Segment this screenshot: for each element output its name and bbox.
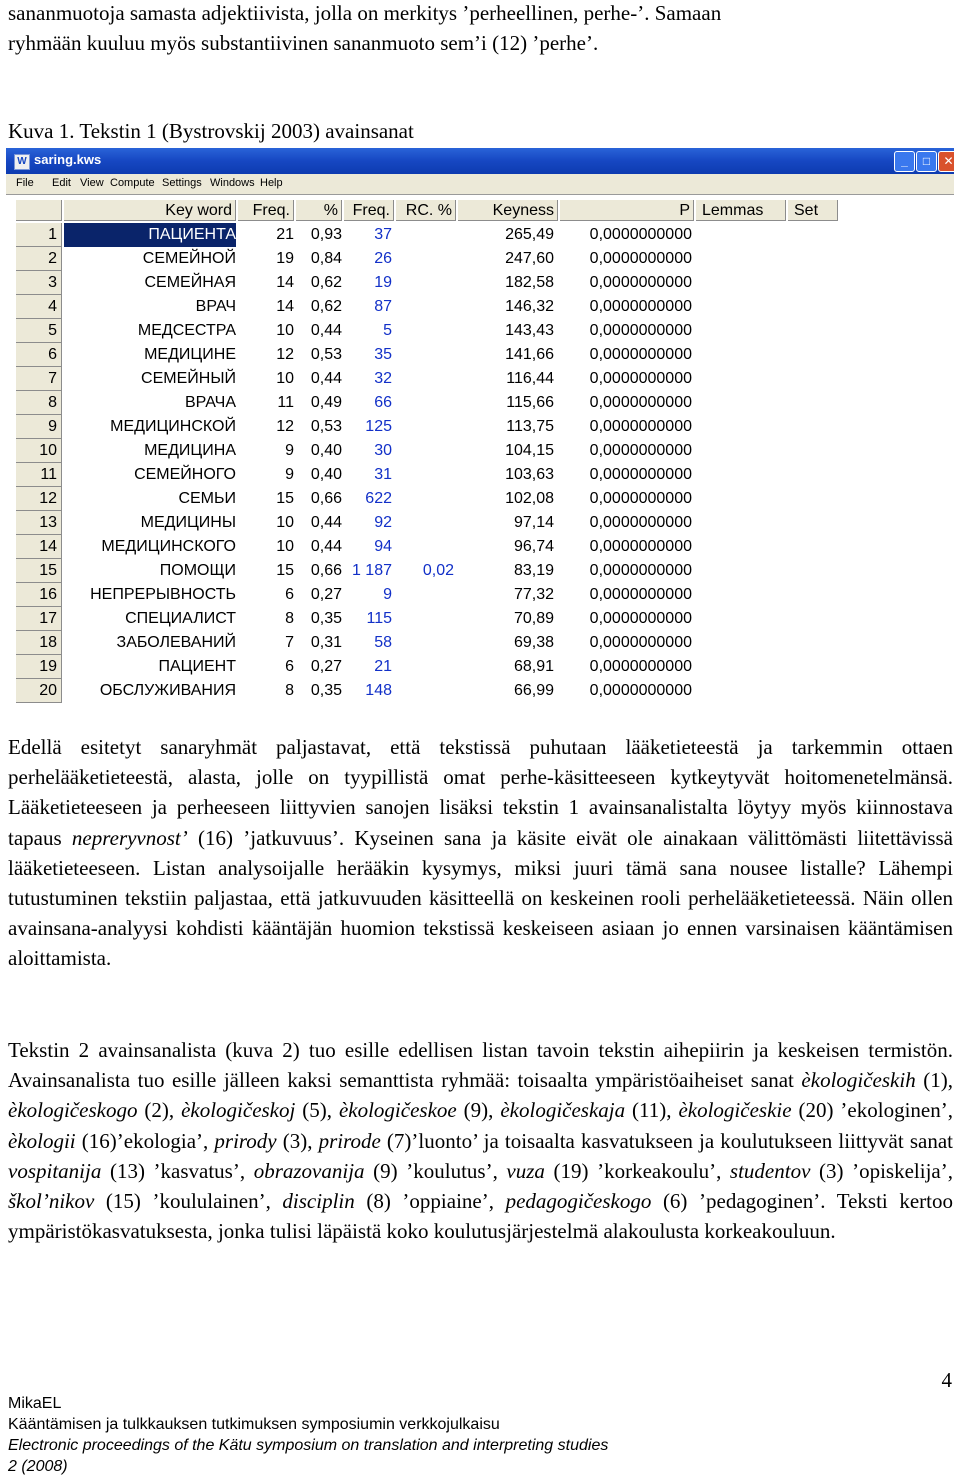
table-cell: 31 bbox=[374, 466, 392, 483]
column-header[interactable]: Freq. bbox=[238, 200, 294, 221]
text-run: Edellä esitetyt sanaryhmät paljastavat, että tekstissä puhutaan lääketieteestä ja tarkemmin ottaen perhelääketieteestä, alasta, jolle on tyypillistä omat perhe-käsitteeseen kytkeytyvät hoitomenetelmänsä. Lääketieteeseen ja perheeseen liittyvien sanojen lisäksi tekstin 1 avainsanalistalta löytyy myös kiinnostava tapaus bbox=[8, 735, 953, 850]
keyword-grid bbox=[6, 194, 954, 703]
table-cell: 115,66 bbox=[506, 394, 554, 411]
menu-item-help[interactable]: Help bbox=[260, 177, 283, 189]
italic-term: èkologii bbox=[8, 1128, 76, 1153]
figure-caption: Kuva 1. Tekstin 1 (Bystrovskij 2003) avainsanat bbox=[8, 119, 414, 143]
table-cell: 0,27 bbox=[310, 658, 342, 675]
table-cell: 0,31 bbox=[310, 634, 342, 651]
table-cell: 0,0000000000 bbox=[589, 538, 692, 555]
maximize-button[interactable]: □ bbox=[916, 151, 937, 172]
table-cell: 102,08 bbox=[505, 490, 554, 507]
footer-line-2-text: Electronic proceedings of the Kätu symposium on translation and interpreting studies bbox=[8, 1437, 609, 1454]
table-cell: 0,02 bbox=[422, 562, 454, 579]
table-cell: 146,32 bbox=[505, 298, 554, 315]
text-run: (5), bbox=[295, 1098, 339, 1123]
table-cell: 0,0000000000 bbox=[589, 250, 692, 267]
table-cell: 15 bbox=[276, 490, 294, 507]
row-number: 1 bbox=[16, 223, 62, 247]
table-cell: 148 bbox=[365, 682, 392, 699]
menu-item-compute[interactable]: Compute bbox=[110, 177, 155, 189]
table-cell: 0,62 bbox=[310, 298, 342, 315]
paragraph-2 bbox=[8, 1035, 953, 1246]
text-run: (3), bbox=[276, 1128, 319, 1153]
keyword-cell[interactable]: МЕДИЦИНЫ bbox=[140, 514, 236, 531]
table-cell: 103,63 bbox=[505, 466, 554, 483]
text-run: (8) ’oppiaine’, bbox=[354, 1189, 506, 1214]
italic-term: pedagogičeskogo bbox=[505, 1189, 652, 1214]
keyword-cell[interactable]: СЕМЕЙНОЙ bbox=[142, 250, 236, 267]
row-number: 16 bbox=[16, 583, 62, 607]
table-cell: 66,99 bbox=[513, 682, 554, 699]
italic-term: èkologičeskaja bbox=[500, 1098, 626, 1123]
table-cell: 0,40 bbox=[310, 466, 342, 483]
keyword-cell[interactable]: МЕДИЦИНСКОЙ bbox=[110, 418, 236, 435]
column-header[interactable]: RC. % bbox=[396, 200, 456, 221]
text-run: (9) ’koulutus’, bbox=[364, 1158, 507, 1183]
keyword-cell[interactable]: МЕДСЕСТРА bbox=[137, 322, 236, 339]
table-cell: 7 bbox=[285, 634, 294, 651]
italic-term: nepreryvnost’ bbox=[71, 825, 188, 850]
row-number: 6 bbox=[16, 343, 62, 367]
footer-line-1: Kääntämisen ja tulkkauksen tutkimuksen symposiumin verkkojulkaisu bbox=[8, 1416, 500, 1433]
keyword-cell[interactable]: ВРАЧ bbox=[195, 298, 236, 315]
table-cell: 14 bbox=[276, 298, 294, 315]
text-run: Tekstin 2 avainsanalista (kuva 2) tuo esille edellisen listan tavoin tekstin aihepiirin ja keskeisen termistön. Avainsanalista tuo esille jälleen kaksi semanttista ryhmää: toisaalta ympäristöaiheiset sanat bbox=[8, 1038, 953, 1093]
italic-term: èkologičeskoj bbox=[181, 1098, 296, 1123]
table-cell: 12 bbox=[276, 418, 294, 435]
row-number: 15 bbox=[16, 559, 62, 583]
table-cell: 0,62 bbox=[310, 274, 342, 291]
window-titlebar[interactable] bbox=[6, 148, 954, 174]
table-cell: 0,84 bbox=[310, 250, 342, 267]
row-number: 17 bbox=[16, 607, 62, 631]
table-cell: 0,0000000000 bbox=[589, 610, 692, 627]
italic-term: disciplin bbox=[282, 1189, 355, 1214]
table-cell: 37 bbox=[374, 226, 392, 243]
table-cell bbox=[394, 271, 454, 295]
table-cell bbox=[394, 487, 454, 511]
text-line: ryhmään kuuluu myös substantiivinen sananmuoto sem’i (12) ’perhe’. bbox=[8, 31, 599, 56]
table-cell: 0,44 bbox=[310, 514, 342, 531]
italic-term: obrazovanija bbox=[253, 1158, 365, 1183]
table-cell: 97,14 bbox=[513, 514, 554, 531]
row-number: 7 bbox=[16, 367, 62, 391]
table-cell bbox=[394, 631, 454, 655]
table-cell: 0,0000000000 bbox=[589, 346, 692, 363]
table-cell: 143,43 bbox=[505, 322, 554, 339]
menu-item-windows[interactable]: Windows bbox=[210, 177, 255, 189]
table-cell bbox=[394, 583, 454, 607]
table-cell: 58 bbox=[374, 634, 392, 651]
table-cell: 8 bbox=[285, 610, 294, 627]
italic-term: studentov bbox=[729, 1158, 811, 1183]
table-cell: 30 bbox=[374, 442, 392, 459]
row-number: 4 bbox=[16, 295, 62, 319]
italic-term: èkologičeskie bbox=[678, 1098, 792, 1123]
table-cell bbox=[394, 391, 454, 415]
table-cell bbox=[394, 415, 454, 439]
page-number: 4 bbox=[941, 1368, 952, 1392]
row-number: 20 bbox=[16, 679, 62, 703]
text-run: (1), bbox=[915, 1068, 953, 1093]
keywords-window bbox=[6, 148, 954, 703]
table-cell: 0,0000000000 bbox=[589, 634, 692, 651]
text-run: (20) ’ekologinen’, bbox=[791, 1098, 953, 1123]
table-cell: 69,38 bbox=[513, 634, 554, 651]
row-number: 5 bbox=[16, 319, 62, 343]
table-cell: 77,32 bbox=[513, 586, 554, 603]
table-cell: 35 bbox=[374, 346, 392, 363]
table-cell: 0,0000000000 bbox=[589, 298, 692, 315]
table-cell: 92 bbox=[374, 514, 392, 531]
table-cell: 32 bbox=[374, 370, 392, 387]
table-cell: 0,0000000000 bbox=[589, 370, 692, 387]
row-number: 12 bbox=[16, 487, 62, 511]
table-cell: 83,19 bbox=[513, 562, 554, 579]
table-cell: 12 bbox=[276, 346, 294, 363]
table-cell: 0,49 bbox=[310, 394, 342, 411]
table-cell bbox=[394, 367, 454, 391]
menu-item-view[interactable]: View bbox=[80, 177, 104, 189]
keyword-cell[interactable]: СЕМЕЙНЫЙ bbox=[141, 370, 236, 387]
table-cell bbox=[394, 655, 454, 679]
column-header[interactable]: Keyness bbox=[458, 200, 558, 221]
row-number: 11 bbox=[16, 463, 62, 487]
table-cell: 104,15 bbox=[505, 442, 554, 459]
table-cell bbox=[394, 607, 454, 631]
keyword-cell[interactable]: СПЕЦИАЛИСТ bbox=[125, 610, 236, 627]
table-cell: 21 bbox=[276, 226, 294, 243]
table-cell: 96,74 bbox=[513, 538, 554, 555]
app-icon: W bbox=[14, 154, 30, 170]
text-run: (16)’ekologia’, bbox=[75, 1128, 215, 1153]
table-cell bbox=[394, 463, 454, 487]
row-number: 8 bbox=[16, 391, 62, 415]
keyword-cell[interactable]: ЗАБОЛЕВАНИЙ bbox=[116, 634, 236, 651]
table-cell bbox=[394, 535, 454, 559]
table-cell bbox=[394, 247, 454, 271]
table-cell: 0,35 bbox=[310, 682, 342, 699]
table-cell: 0,0000000000 bbox=[589, 466, 692, 483]
table-cell: 0,93 bbox=[310, 226, 342, 243]
table-cell: 0,53 bbox=[310, 346, 342, 363]
table-cell: 11 bbox=[277, 394, 294, 411]
table-cell: 0,35 bbox=[310, 610, 342, 627]
table-cell: 6 bbox=[285, 658, 294, 675]
text-run: (9), bbox=[456, 1098, 501, 1123]
table-cell: 8 bbox=[285, 682, 294, 699]
table-cell: 19 bbox=[276, 250, 294, 267]
italic-term: èkologičeskogo bbox=[8, 1098, 138, 1123]
row-number: 18 bbox=[16, 631, 62, 655]
keyword-cell[interactable]: СЕМЕЙНОГО bbox=[134, 466, 236, 483]
menu-item-file[interactable]: File bbox=[16, 177, 34, 189]
table-cell: 115 bbox=[366, 610, 392, 627]
table-cell: 0,27 bbox=[310, 586, 342, 603]
column-header[interactable]: Set bbox=[788, 200, 838, 221]
table-cell: 113,75 bbox=[506, 418, 554, 435]
table-cell: 0,44 bbox=[310, 370, 342, 387]
table-cell: 0,66 bbox=[310, 562, 342, 579]
text-run: (15) ’koululainen’, bbox=[94, 1189, 283, 1214]
table-cell: 0,0000000000 bbox=[589, 418, 692, 435]
table-cell: 141,66 bbox=[505, 346, 554, 363]
table-cell: 265,49 bbox=[505, 226, 554, 243]
table-cell: 0,0000000000 bbox=[589, 274, 692, 291]
menu-bar bbox=[6, 174, 954, 194]
text-run: (19) ’korkeakoulu’, bbox=[544, 1158, 730, 1183]
table-cell: 0,0000000000 bbox=[589, 514, 692, 531]
column-header[interactable]: Lemmas bbox=[696, 200, 786, 221]
text-line: sananmuotoja samasta adjektiivista, jolla on merkitys ’perheellinen, perhe-’. Samaan bbox=[8, 1, 722, 25]
row-number: 3 bbox=[16, 271, 62, 295]
column-header[interactable]: % bbox=[296, 200, 342, 221]
italic-term: škol’nikov bbox=[8, 1189, 95, 1214]
table-cell: 0,66 bbox=[310, 490, 342, 507]
table-cell bbox=[394, 511, 454, 535]
table-cell: 116,44 bbox=[506, 370, 554, 387]
table-cell: 19 bbox=[374, 274, 392, 291]
keyword-cell[interactable]: ПАЦИЕНТА bbox=[64, 223, 236, 247]
text-run: (11), bbox=[625, 1098, 679, 1123]
table-cell: 0,44 bbox=[310, 538, 342, 555]
column-header[interactable]: P bbox=[560, 200, 694, 221]
row-number: 14 bbox=[16, 535, 62, 559]
italic-term: èkologičeskoe bbox=[338, 1098, 457, 1123]
keyword-cell[interactable]: МЕДИЦИНСКОГО bbox=[101, 538, 236, 555]
text-run: (16) ’jatkuvuus’. Kyseinen sana ja käsite eivät ole ainakaan välittömästi liitettävissä lääketieteeseen. Listan analysoijalle herääkin kysymys, miksi juuri tämä sana nousee listalle? Lähempi tutustuminen tekstiin paljastaa, että jatkuvuuden käsitteellä on keskeinen rooli perhelääketieteessä. Näin ollen avainsana-analyysi kohdisti kääntäjän huomion tekstissä keskeiseen asiaan jo ennen varsinaisen kääntämisen aloittamista. bbox=[8, 825, 953, 971]
table-cell bbox=[394, 679, 454, 703]
table-cell: 26 bbox=[374, 250, 392, 267]
grid-corner bbox=[16, 200, 62, 221]
table-cell bbox=[394, 439, 454, 463]
table-cell: 125 bbox=[365, 418, 392, 435]
table-cell: 0,40 bbox=[310, 442, 342, 459]
table-cell: 68,91 bbox=[513, 658, 554, 675]
text-run: (7)’luonto’ ja toisaalta kasvatukseen ja koulutukseen liittyvät sanat bbox=[380, 1128, 953, 1153]
column-header[interactable]: Freq. bbox=[344, 200, 394, 221]
table-cell: 0,0000000000 bbox=[589, 658, 692, 675]
table-cell: 10 bbox=[276, 322, 294, 339]
table-cell: 0,0000000000 bbox=[589, 562, 692, 579]
italic-term: prirody bbox=[214, 1128, 277, 1153]
italic-term: vuza bbox=[506, 1158, 545, 1183]
table-cell: 182,58 bbox=[505, 274, 554, 291]
table-cell: 10 bbox=[276, 514, 294, 531]
keyword-cell[interactable]: ОБСЛУЖИВАНИЯ bbox=[99, 682, 236, 699]
table-cell: 1 187 bbox=[351, 562, 392, 579]
table-cell bbox=[394, 343, 454, 367]
text-run: (6) ’pedagoginen’. Teksti kertoo ympäristökasvatuksesta, jonka tulisi läpäistä koko koulutusjärjestelmä alakoulusta korkeakouluun. bbox=[8, 1189, 954, 1244]
table-cell: 0,0000000000 bbox=[589, 322, 692, 339]
table-cell bbox=[394, 223, 454, 247]
column-header[interactable]: Key word bbox=[64, 200, 236, 221]
table-cell bbox=[394, 319, 454, 343]
table-cell: 0,0000000000 bbox=[589, 490, 692, 507]
minimize-button[interactable]: _ bbox=[894, 151, 915, 172]
table-cell: 0,0000000000 bbox=[589, 682, 692, 699]
row-number: 2 bbox=[16, 247, 62, 271]
table-cell: 15 bbox=[276, 562, 294, 579]
row-number: 9 bbox=[16, 415, 62, 439]
keyword-cell[interactable]: ПОМОЩИ bbox=[159, 562, 236, 579]
text-run: (3) ’opiskelija’, bbox=[810, 1158, 953, 1183]
keyword-cell[interactable]: СЕМЕЙНАЯ bbox=[144, 274, 236, 291]
keyword-cell[interactable]: ВРАЧА bbox=[184, 394, 236, 411]
close-button[interactable]: ✕ bbox=[938, 151, 954, 172]
menu-item-settings[interactable]: Settings bbox=[162, 177, 202, 189]
italic-term: prirode bbox=[318, 1128, 381, 1153]
keyword-cell[interactable]: СЕМЬИ bbox=[178, 490, 236, 507]
table-cell bbox=[394, 295, 454, 319]
table-cell: 9 bbox=[285, 442, 294, 459]
paragraph-1 bbox=[8, 732, 953, 974]
keyword-cell[interactable]: НЕПРЕРЫВНОСТЬ bbox=[90, 586, 236, 603]
table-cell: 9 bbox=[285, 466, 294, 483]
table-cell: 94 bbox=[374, 538, 392, 555]
footer-line-3-text: 2 (2008) bbox=[8, 1458, 68, 1475]
table-cell: 0,53 bbox=[310, 418, 342, 435]
keyword-cell[interactable]: ПАЦИЕНТ bbox=[158, 658, 236, 675]
table-cell: 0,0000000000 bbox=[589, 586, 692, 603]
footer-line-3 bbox=[8, 1456, 68, 1477]
keyword-cell[interactable]: МЕДИЦИНА bbox=[144, 442, 236, 459]
table-cell: 0,0000000000 bbox=[589, 442, 692, 459]
continued-text bbox=[8, 0, 953, 58]
italic-term: èkologičeskih bbox=[801, 1068, 916, 1093]
table-cell: 5 bbox=[383, 322, 392, 339]
table-cell: 6 bbox=[285, 586, 294, 603]
menu-item-edit[interactable]: Edit bbox=[52, 177, 71, 189]
row-number: 19 bbox=[16, 655, 62, 679]
table-cell: 622 bbox=[365, 490, 392, 507]
keyword-cell[interactable]: МЕДИЦИНЕ bbox=[144, 346, 236, 363]
footer-line-2 bbox=[8, 1435, 608, 1456]
text-run: (13) ’kasvatus’, bbox=[101, 1158, 254, 1183]
window-title: saring.kws bbox=[34, 152, 102, 167]
table-cell: 66 bbox=[374, 394, 392, 411]
table-cell: 0,44 bbox=[310, 322, 342, 339]
table-cell: 0,0000000000 bbox=[589, 226, 692, 243]
table-cell: 247,60 bbox=[505, 250, 554, 267]
row-number: 10 bbox=[16, 439, 62, 463]
table-cell: 9 bbox=[383, 586, 392, 603]
text-run: (2), bbox=[137, 1098, 182, 1123]
row-number: 13 bbox=[16, 511, 62, 535]
table-cell: 70,89 bbox=[513, 610, 554, 627]
italic-term: vospitanija bbox=[8, 1158, 102, 1183]
table-cell: 10 bbox=[276, 370, 294, 387]
table-cell: 10 bbox=[276, 538, 294, 555]
table-cell: 87 bbox=[374, 298, 392, 315]
table-cell: 14 bbox=[276, 274, 294, 291]
footer-author: MikaEL bbox=[8, 1395, 62, 1412]
table-cell: 0,0000000000 bbox=[589, 394, 692, 411]
table-cell: 21 bbox=[374, 658, 392, 675]
